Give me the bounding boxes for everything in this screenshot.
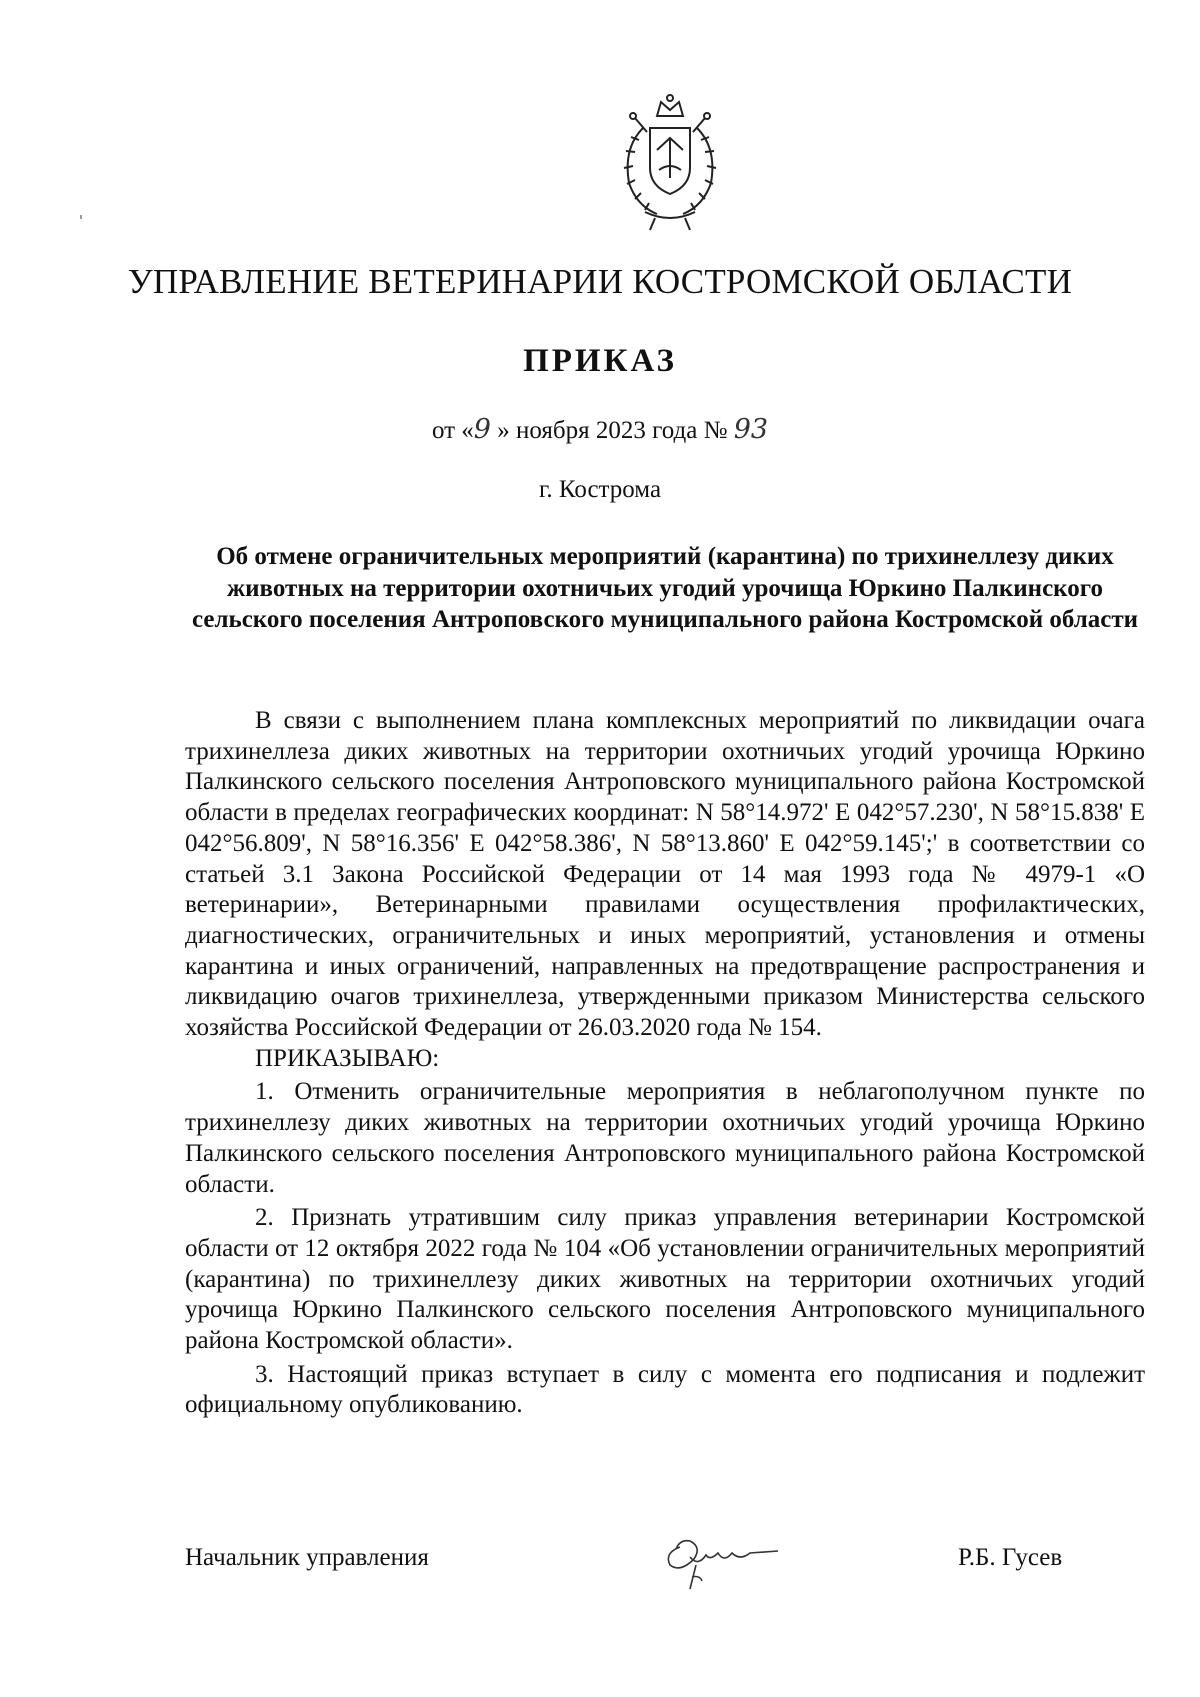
scan-mark <box>80 215 82 219</box>
date-line <box>0 414 1200 445</box>
place-line: г. Кострома <box>538 476 662 503</box>
document-number: 93 <box>733 414 769 445</box>
handwritten-signature <box>650 1517 790 1597</box>
coat-of-arms-icon <box>595 88 745 238</box>
order-item-1: 1. Отменить ограничительные мероприятия в неблагополучном пункте по трихинеллезу диких животных на территории охотничьих угодий урочища Юркино Палкинского сельского поселения Антроповского муниципального района Костромской области. <box>185 1078 1145 1198</box>
document-body <box>185 706 1145 1421</box>
agency-name: УПРАВЛЕНИЕ ВЕТЕРИНАРИИ КОСТРОМСКОЙ ОБЛАСТИ <box>127 262 1073 301</box>
date-day: 9 <box>473 414 491 445</box>
document-subject: Об отмене ограничительных мероприятий (карантина) по трихинеллезу диких животных на территории охотничьих угодий урочища Юркино Палкинского сельского поселения Антроповского муниципального района Костромской области <box>191 543 1139 633</box>
date-middle: » ноября 2023 года № <box>490 417 734 444</box>
order-item-2: 2. Признать утратившим силу приказ управления ветеринарии Костромской области от 12 октября 2022 года № 104 «Об установлении ограничительных мероприятий (карантина) по трихинеллезу диких животных на территории охотничьих угодий урочища Юркино Палкинского сельского поселения Антроповского муниципального района Костромской области». <box>185 1204 1145 1355</box>
order-item-3: 3. Настоящий приказ вступает в силу с момента его подписания и подлежит официальному опубликованию. <box>185 1360 1145 1419</box>
date-prefix: от « <box>431 417 474 444</box>
order-word: ПРИКАЗЫВАЮ: <box>255 1044 440 1072</box>
document-type: ПРИКАЗ <box>523 343 677 379</box>
signatory-position: Начальник управления <box>185 1544 429 1571</box>
preamble-paragraph: В связи с выполнением плана комплексных мероприятий по ликвидации очага трихинеллеза диких животных на территории охотничьих угодий урочища Юркино Палкинского сельского поселения Антроповского муниципального района Костромской области в пределах географических координат: N 58°14.972' E 042°57.230', N 58°15.838' E 042°56.809', N 58°16.356' E 042°58.386', N 58°13.860' E 042°59.145';' в соответствии со статьей 3.1 Закона Российской Федерации от 14 мая 1993 года № 4979-1 «О ветеринарии», Ветеринарными правилами осуществления профилактических, диагностических, ограничительных и иных мероприятий, установления и отмены карантина и иных ограничений, направленных на предотвращение распространения и ликвидацию очагов трихинеллеза, утвержденными приказом Министерства сельского хозяйства Российской Федерации от 26.03.2020 года № 154. <box>185 707 1145 1042</box>
signatory-name: Р.Б. Гусев <box>958 1544 1063 1571</box>
